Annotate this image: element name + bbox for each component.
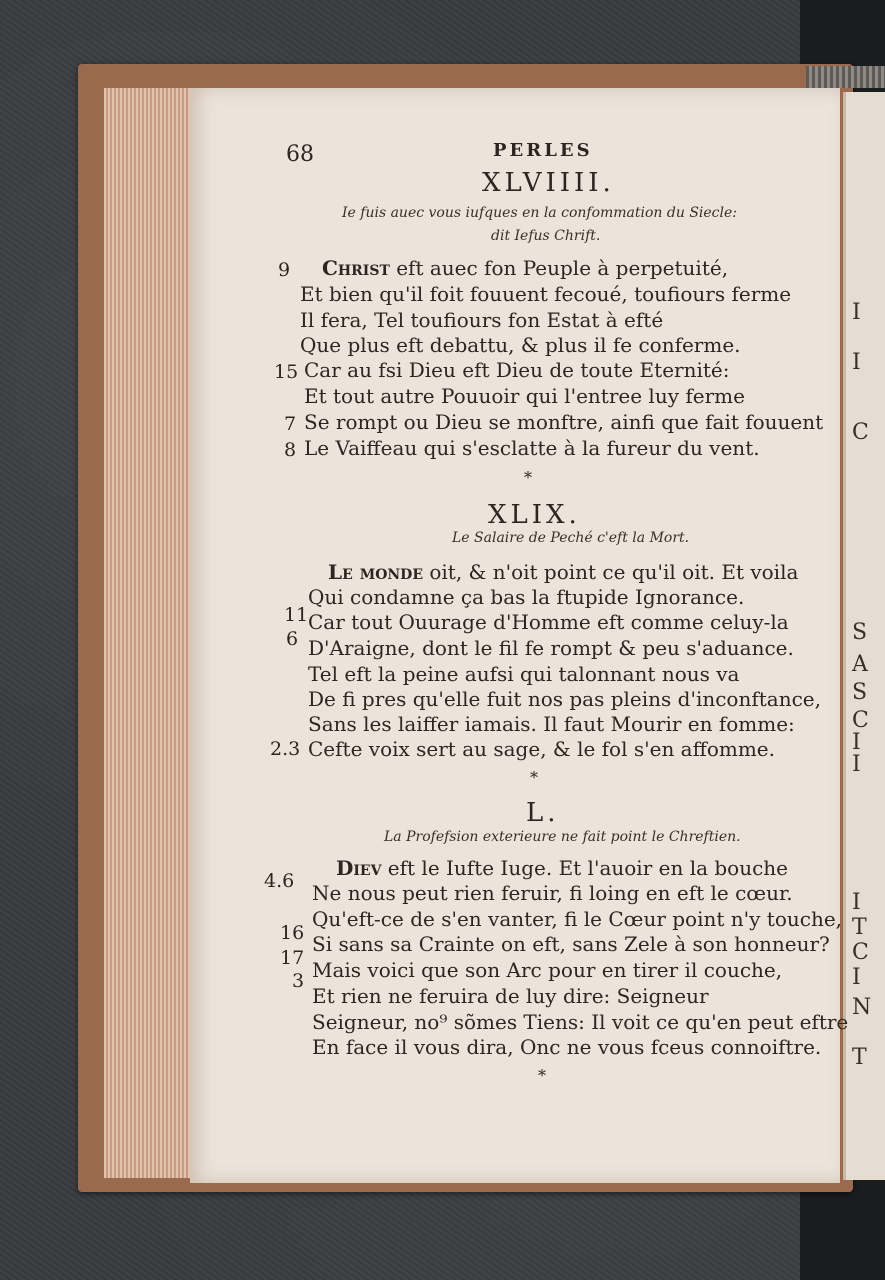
verse-line: Car au fsi Dieu eft Dieu de toute Eternité: (304, 358, 730, 382)
facing-page-letter: I (852, 730, 861, 755)
ornament-asterisk: * (530, 768, 538, 787)
verse-number: 11 (284, 604, 309, 626)
verse-line: Et rien ne feruira de luy dire: Seigneur (312, 984, 709, 1008)
facing-page-letter: I (852, 890, 861, 915)
verse-number: 16 (280, 922, 305, 944)
facing-page-letter: C (852, 420, 869, 445)
page-number: 68 (286, 142, 314, 167)
running-head: PERLES (493, 140, 593, 161)
epigraph-line: La Profefsion exterieure ne fait point le Chreftien. (384, 829, 741, 845)
verse-line: Car tout Ouurage d'Homme eft comme celuy-la (308, 610, 789, 634)
verse-number: 8 (284, 439, 297, 461)
verse-line: Il fera, Tel toufiours fon Estat à efté (300, 308, 664, 332)
verse-line: Se rompt ou Dieu se monftre, ainfi que fait fouuent (304, 410, 824, 434)
verse-number: 9 (278, 259, 291, 281)
verse-number: 2.3 (270, 738, 301, 760)
verse-line: Qui condamne ça bas la ftupide Ignorance. (308, 585, 745, 609)
facing-page-letter: T (852, 915, 867, 940)
verse-line: Que plus eft debattu, & plus il fe conferme. (300, 333, 741, 357)
ornament-asterisk: * (538, 1066, 546, 1085)
facing-page-letter: I (852, 300, 861, 325)
facing-page-letter: S (852, 620, 868, 645)
facing-page-letter: A (852, 652, 868, 677)
verse-line: Et bien qu'il foit fouuent fecoué, toufiours ferme (300, 282, 792, 306)
section-numeral: L. (526, 798, 560, 828)
verse-line: D'Araigne, dont le fil fe rompt & peu s'aduance. (308, 636, 794, 660)
epigraph-line: Le Salaire de Peché c'eft la Mort. (452, 530, 690, 546)
lead-word: Le monde (328, 560, 423, 584)
verse-line: En face il vous dira, Onc ne vous fceus connoiftre. (312, 1035, 822, 1059)
verse-line: Cefte voix sert au sage, & le fol s'en affomme. (308, 737, 775, 761)
facing-page-letter: I (852, 350, 861, 375)
verse-number: 15 (274, 361, 299, 383)
verse-line: Si sans sa Crainte on eft, sans Zele à son honneur? (312, 932, 830, 956)
verse-line: Seigneur, no⁹ sõmes Tiens: Il voit ce qu'en peut eftre (312, 1010, 849, 1034)
facing-page-letter: I (852, 752, 861, 777)
facing-page-letter: C (852, 940, 869, 965)
facing-page-letter: I (852, 965, 861, 990)
page-edges (104, 88, 195, 1178)
verse-number: 17 (280, 947, 305, 969)
verse-number: 3 (292, 970, 305, 992)
verse-line: De fi pres qu'elle fuit nos pas pleins d'inconftance, (308, 687, 821, 711)
lead-word: Christ (322, 256, 390, 280)
facing-page-edge (843, 92, 885, 1180)
facing-page-letter: N (852, 995, 872, 1020)
verse-line: Le monde oit, & n'oit point ce qu'il oit. Et voila (328, 560, 799, 584)
verse-number: 4.6 (264, 870, 295, 892)
epigraph-line: dit Iefus Chrift. (491, 228, 601, 244)
verse-line: Christ eft auec fon Peuple à perpetuité, (322, 256, 729, 280)
verse-line: Diev eft le Iufte Iuge. Et l'auoir en la bouche (336, 856, 789, 880)
epigraph-line: Ie fuis auec vous iufques en la confommation du Siecle: (342, 205, 738, 221)
verse-line: Tel eft la peine aufsi qui talonnant nous va (308, 662, 740, 686)
verse-line: Le Vaiffeau qui s'esclatte à la fureur du vent. (304, 436, 760, 460)
section-numeral: XLIX. (488, 500, 581, 530)
verse-number: 7 (284, 413, 297, 435)
verse-number: 6 (286, 628, 299, 650)
facing-page-letter: C (852, 708, 869, 733)
verse-line: Sans les laiffer iamais. Il faut Mourir en fomme: (308, 712, 795, 736)
lead-word: Diev (336, 856, 382, 880)
section-numeral: XLVIIII. (482, 168, 615, 198)
verse-line: Ne nous peut rien feruir, fi loing en eft le cœur. (312, 881, 793, 905)
facing-page-letter: S (852, 680, 868, 705)
verse-line: Mais voici que son Arc pour en tirer il couche, (312, 958, 783, 982)
verse-line: Qu'eft-ce de s'en vanter, fi le Cœur point n'y touche, (312, 907, 843, 931)
headband (806, 66, 885, 88)
verse-line: Et tout autre Pouuoir qui l'entree luy ferme (304, 384, 745, 408)
facing-page-letter: T (852, 1045, 867, 1070)
ornament-asterisk: * (524, 468, 532, 487)
